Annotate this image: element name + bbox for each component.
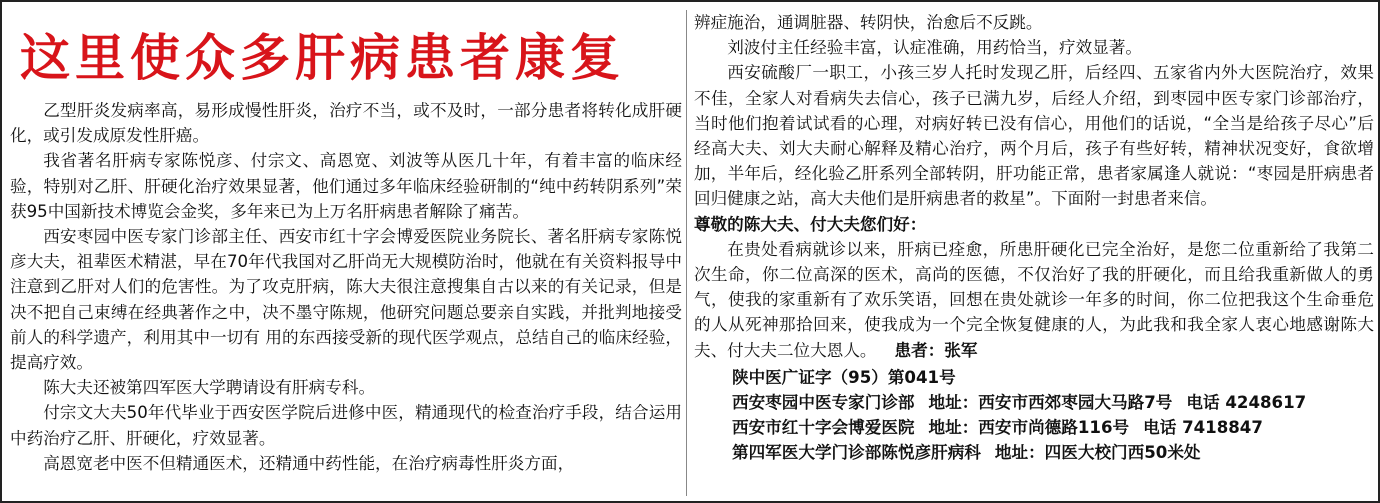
paragraph-chen: 西安枣园中医专家门诊部主任、西安市红十字会博爱医院业务院长、著名肝病专家陈悦彦大夫，祖辈医术精湛，早在70年代我国对乙肝尚无大规模防治时，他就在有关资料报导中注意到乙肝对人们的危害性。为了攻克肝病，陈大夫很注意搜集自古以来的有关记录，但是决不把自己束缚在经典著作之中，决不墨守陈规，他研究问题总要亲自实践，并批判地接受前人的科学遗产，利用其中一切有 用的东西接受新的现代医学观点，总结自己的临床经验，提高疗效。 — [10, 227, 682, 373]
headline: 这里使众多肝病患者康复 — [20, 28, 625, 87]
paragraph-gao: 高恩宽老中医不但精通医术，还精通中药性能，在治疗病毒性肝炎方面， — [43, 453, 575, 473]
paragraph-case-story: 西安硫酸厂一职工，小孩三岁人托时发现乙肝，后经四、五家省内外大医院治疗，效果不佳，全家人对看病失去信心，孩子已满九岁，后经人介绍，到枣园中医专家门诊部治疗，当时他们抱着试试看的心理，对病好转已没有信心，用他们的话说，“全当是给孩子尽心”后经高大夫、刘大夫耐心解释及精心治疗，两个月后，孩子有些好转，精神状况变好，食欲增加，半年后，经化验乙肝系列全部转阴，肝功能正常，患者家属逢人就说：“枣园是肝病患者回归健康之站，高大夫他们是肝病患者的救星”。下面附一封患者来信。 — [694, 63, 1374, 209]
letter-body — [694, 237, 1374, 363]
clinic-address: 地址：西安市西郊枣园大马路7号 — [928, 393, 1173, 413]
column-divider — [686, 10, 687, 496]
license-number: 陕中医广证字（95）第041号 — [732, 367, 956, 387]
letter-title: 尊敬的陈大夫、付大夫您们好： — [694, 214, 927, 234]
paragraph-liu: 刘波付主任经验丰富，认症准确，用药恰当，疗效显著。 — [727, 38, 1143, 58]
clinic-phone: 电话 7418847 — [1143, 418, 1263, 438]
clinic-line-3 — [732, 440, 1374, 465]
paragraph-chen-appointment: 陈大夫还被第四军医大学聘请设有肝病专科。 — [43, 378, 376, 398]
paragraph-fu: 付宗文大夫50年代毕业于西安医学院后进修中医，精通现代的检查治疗手段，结合运用中药治疗乙肝、肝硬化，疗效显著。 — [10, 403, 682, 448]
clinic-line-2 — [732, 415, 1374, 440]
clinic-line-1 — [732, 390, 1374, 415]
contact-info — [694, 365, 1374, 466]
left-column — [10, 10, 682, 498]
letter-signature: 患者：张军 — [894, 340, 978, 360]
right-column — [694, 10, 1374, 498]
clinic-name: 第四军医大学门诊部陈悦彦肝病科 — [732, 443, 981, 463]
paragraph-gao-continued: 辨症施治，通调脏器、转阴快，治愈后不反跳。 — [694, 13, 1043, 32]
paragraph-intro: 乙型肝炎发病率高，易形成慢性肝炎，治疗不当，或不及时，一部分患者将转化成肝硬化，或引发成原发性肝癌。 — [10, 101, 682, 146]
clinic-address: 地址：四医大校门西50米处 — [994, 443, 1201, 463]
letter-text: 在贵处看病就诊以来，肝病已痊愈，所患肝硬化已完全治好，是您二位重新给了我第二次生命，你二位高深的医术，高尚的医德，不仅治好了我的肝硬化，而且给我重新做人的勇气，使我的家重新有了欢乐笑语，回想在贵处就诊一年多的时间，你二位把我这个生命垂危的人从死神那拾回来，使我成为一个完全恢复健康的人，为此我和我全家人衷心地感谢陈大夫、付大夫二位大恩人。 — [694, 239, 1374, 360]
clinic-phone: 电话 4248617 — [1186, 393, 1307, 413]
clinic-name: 西安市红十字会博爱医院 — [732, 418, 915, 438]
clinic-name: 西安枣园中医专家门诊部 — [732, 393, 915, 413]
paragraph-experts: 我省著名肝病专家陈悦彦、付宗文、高恩宽、刘波等从医几十年，有着丰富的临床经验，特别对乙肝、肝硬化治疗效果显著，他们通过多年临床经验研制的“纯中药转阴系列”荣获95中国新技术博览会金奖，多年来已为上万名肝病患者解除了痛苦。 — [10, 151, 682, 221]
clinic-address: 地址：西安市尚德路116号 — [928, 418, 1130, 438]
